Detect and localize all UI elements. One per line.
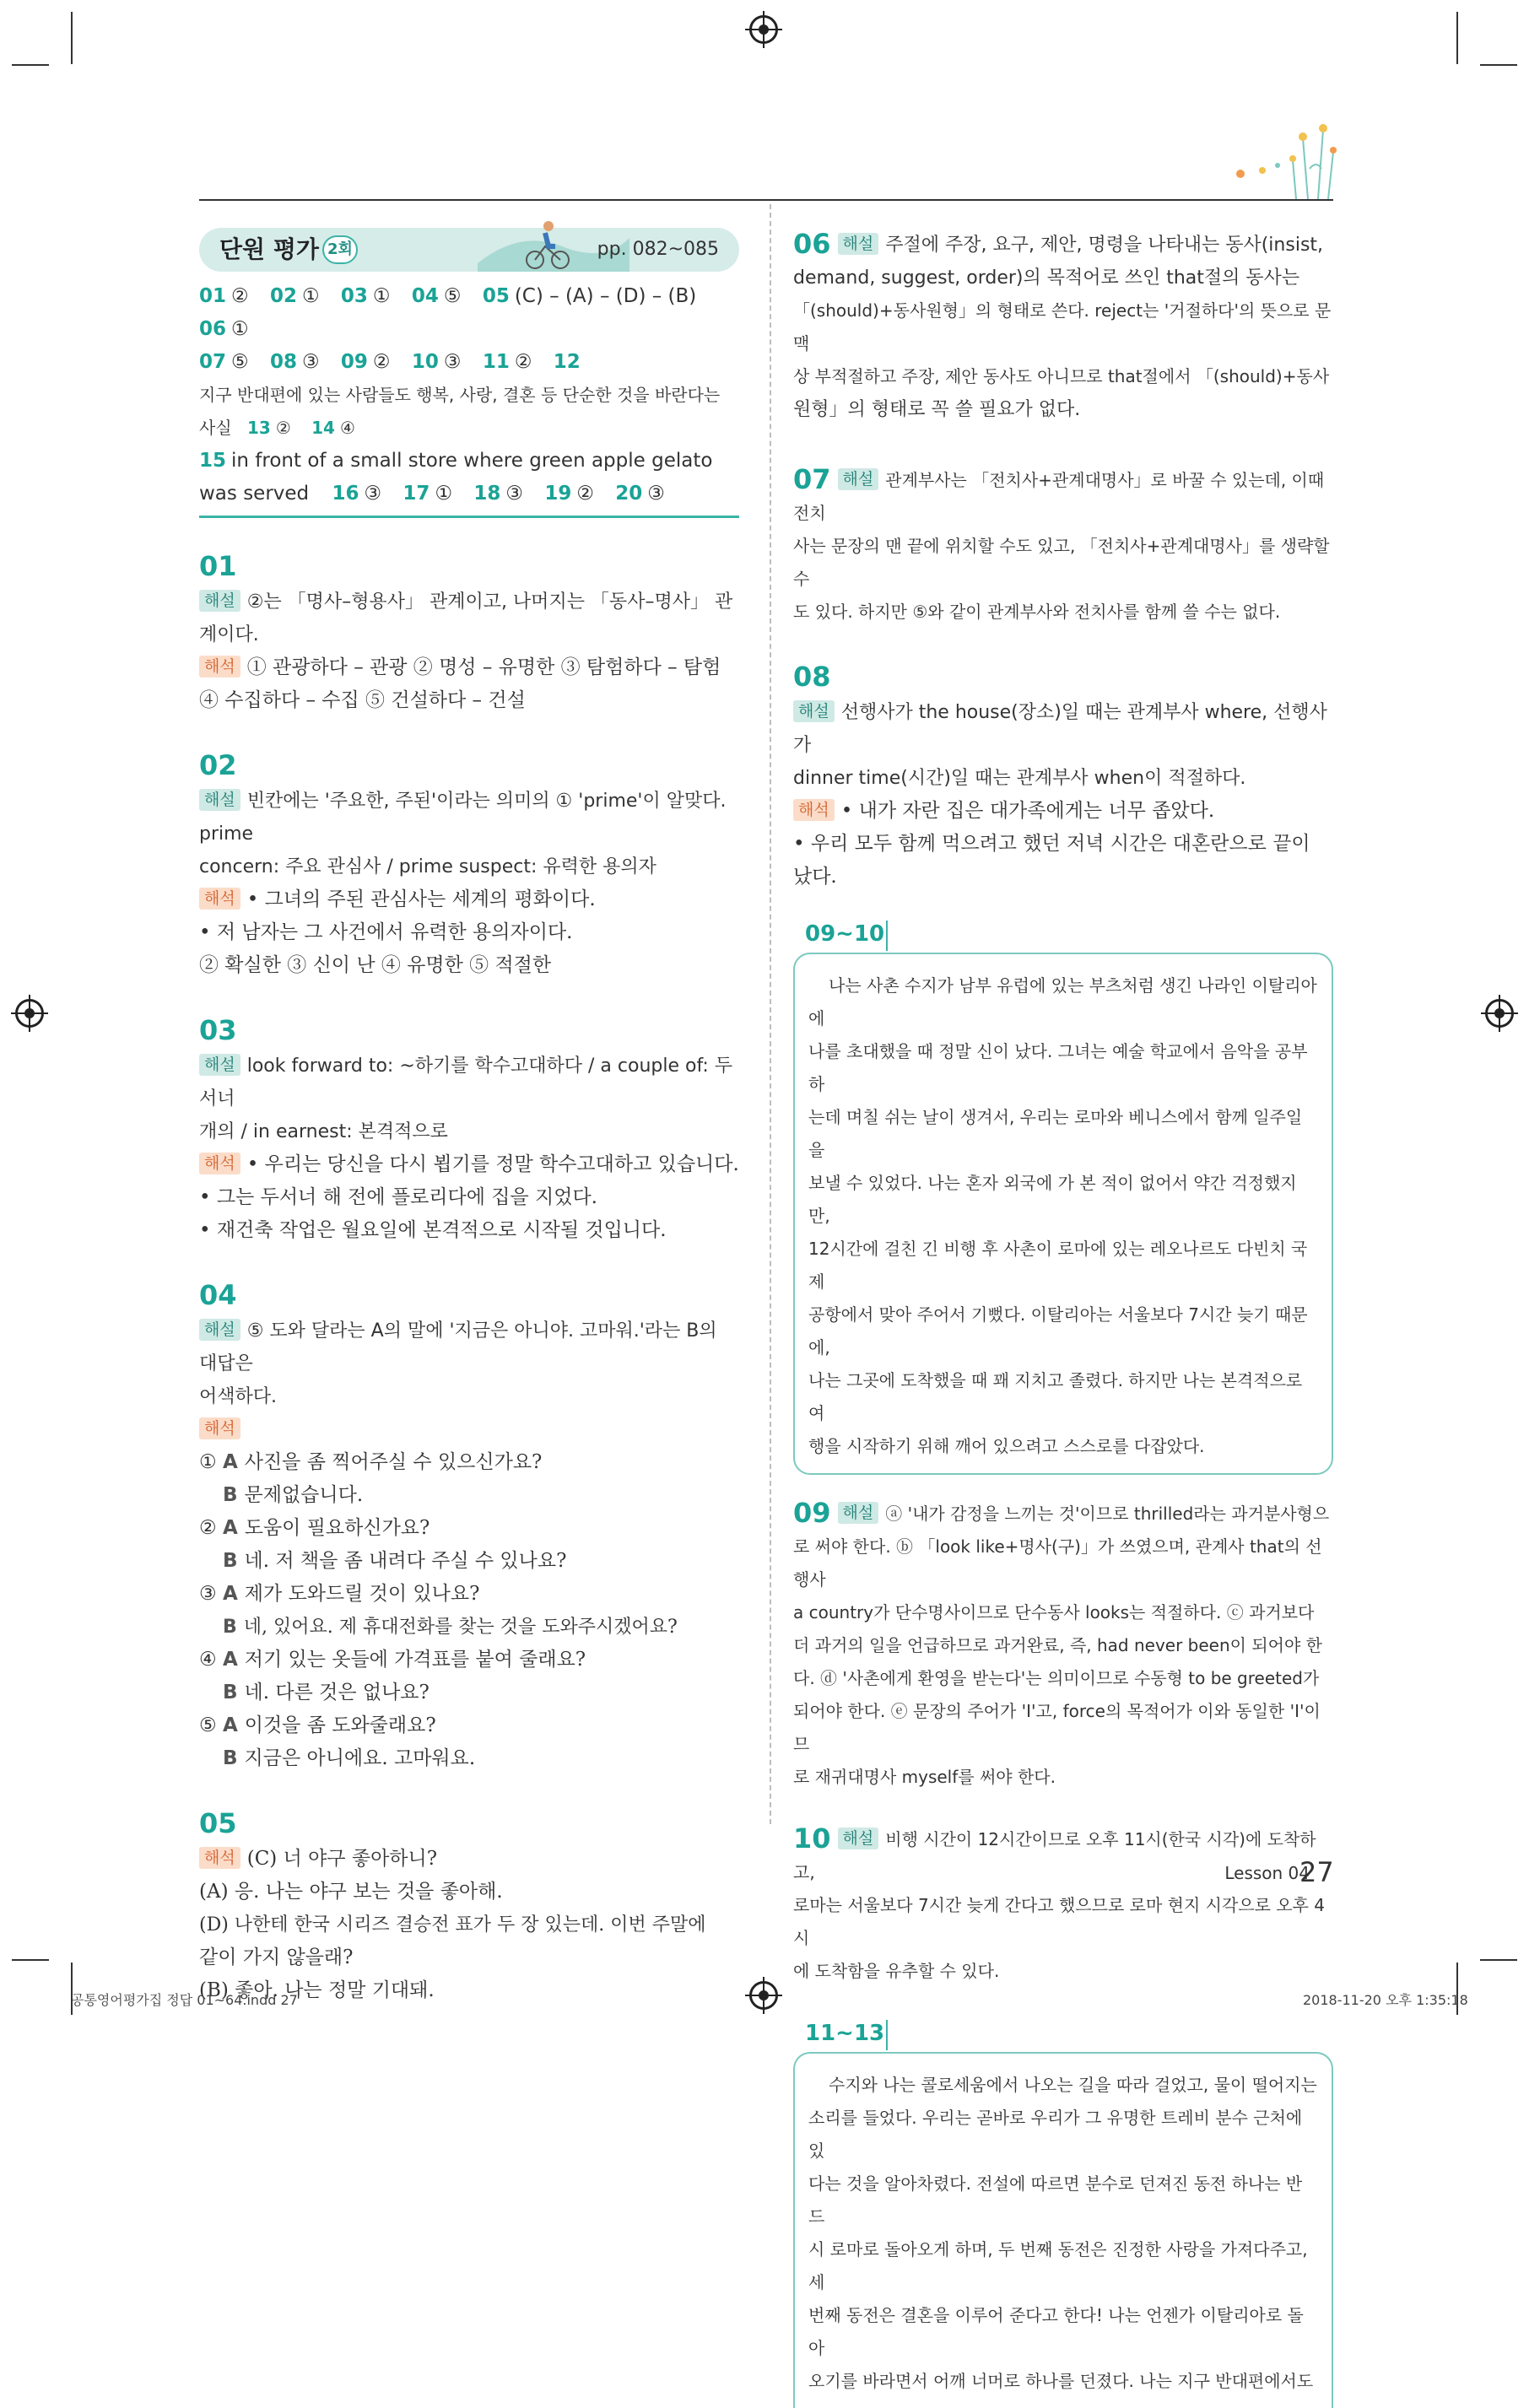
explain-tag: 해설 xyxy=(793,700,835,722)
speaker-label: A xyxy=(222,1583,238,1605)
passage-line: 나는 그곳에 도착했을 때 꽤 지치고 졸렸다. 하지만 나는 본격적으로 여 xyxy=(808,1370,1303,1423)
unit-pages: pp. 082~085 xyxy=(597,239,719,260)
answer-number: 14 xyxy=(311,418,335,438)
translation-text: (C) 너 야구 좋아하니? xyxy=(246,1848,438,1870)
explain-tag: 해설 xyxy=(199,1054,240,1076)
answer-line xyxy=(199,379,739,445)
explanation xyxy=(793,696,1333,762)
passage-line: 공항에서 맞아 주어서 기뻤다. 이탈리아는 서울보다 7시간 늦기 때문에, xyxy=(808,1304,1308,1358)
answer-value: 지구 반대편에 있는 사람들도 행복, 사랑, 결혼 등 단순한 것을 바란다는 사실 xyxy=(199,385,721,438)
explain-tag: 해설 xyxy=(199,590,240,612)
question-06 xyxy=(793,228,1333,426)
answer-value: ② xyxy=(514,351,532,373)
crop-mark xyxy=(1456,12,1458,64)
translation-label-line xyxy=(199,1413,739,1446)
answer-value: ② xyxy=(275,418,291,438)
explanation xyxy=(199,1050,739,1115)
answer-number: 02 xyxy=(269,285,297,307)
answer-number: 01 xyxy=(199,285,227,307)
question-number: 04 xyxy=(199,1279,237,1311)
translate-tag: 해석 xyxy=(199,656,240,678)
question-04 xyxy=(199,1276,739,1775)
passage-header xyxy=(793,2017,1333,2052)
answer-value: ② xyxy=(576,483,594,505)
translate-tag: 해석 xyxy=(793,799,835,821)
dialog-text: 저기 있는 옷들에 가격표를 붙여 줄래요? xyxy=(244,1649,586,1671)
dialog-line xyxy=(199,1644,739,1676)
dialog-line xyxy=(199,1578,739,1611)
answer-value: ③ xyxy=(505,483,524,505)
passage-header xyxy=(793,917,1333,953)
explain-tag: 해설 xyxy=(838,1828,879,1849)
unit-badge: 2회 xyxy=(322,235,358,264)
choice-number: ⑤ xyxy=(199,1714,217,1736)
dialog-line xyxy=(199,1545,739,1578)
answer-number: 06 xyxy=(199,318,227,340)
passage-line: 는데 며칠 쉬는 날이 생겨서, 우리는 로마와 베니스에서 함께 일주일을 xyxy=(808,1107,1303,1160)
answer-line xyxy=(199,445,739,510)
question-number: 06 xyxy=(793,228,831,260)
answer-value: in front of a small store where green apple gelato was served xyxy=(199,450,713,505)
answer-number: 17 xyxy=(403,483,430,505)
answer-value: ③ xyxy=(364,483,382,505)
registration-mark-icon xyxy=(1485,999,1514,1028)
answer-number: 08 xyxy=(269,351,297,373)
dialog-text: 도움이 필요하신가요? xyxy=(244,1517,430,1539)
choice-number: ④ xyxy=(199,1649,217,1671)
dialog-text: 사진을 좀 찍어주실 수 있으신가요? xyxy=(244,1451,543,1473)
explanation-text: 비행 시간이 12시간이므로 오후 11시(한국 시각)에 도착하고, xyxy=(793,1829,1316,1882)
question-number: 03 xyxy=(199,1014,237,1046)
cyclist-icon xyxy=(511,213,579,272)
explanation-line: 에 도착함을 유추할 수 있다. xyxy=(793,1961,1000,1981)
passage-line: 보낼 수 있었다. 나는 혼자 외국에 가 본 적이 없어서 약간 걱정했지만, xyxy=(808,1173,1297,1226)
speaker-label: A xyxy=(222,1714,238,1736)
passage-line: 행을 시작하기 위해 깨어 있으려고 스스로를 다잡았다. xyxy=(808,1436,1205,1456)
answer-value: ① xyxy=(231,318,249,340)
choice-number: ③ xyxy=(199,1583,217,1605)
speaker-label: A xyxy=(222,1649,238,1671)
explain-tag: 해설 xyxy=(838,468,879,490)
speaker-label: B xyxy=(223,1484,238,1506)
answer-number: 04 xyxy=(411,285,439,307)
translation-line: • 재건축 작업은 월요일에 본격적으로 시작될 것입니다. xyxy=(199,1219,667,1241)
answer-value: ① xyxy=(372,285,391,307)
crop-mark xyxy=(1480,64,1517,66)
question-07 xyxy=(793,463,1333,629)
answer-line xyxy=(199,346,739,379)
passage-line: 나는 사촌 수지가 남부 유럽에 있는 부츠처럼 생긴 나라인 이탈리아에 xyxy=(808,975,1317,1029)
translation xyxy=(199,1843,739,1876)
answer-number: 11 xyxy=(482,351,510,373)
passage-divider xyxy=(886,2020,888,2050)
explanation xyxy=(199,586,739,651)
translation-line: ④ 수집하다 – 수집 ⑤ 건설하다 – 건설 xyxy=(199,689,526,711)
passage-line: 오기를 바라면서 어깨 너머로 하나를 던졌다. 나는 지구 반대편에서도 xyxy=(808,2371,1314,2391)
passage-line: 수지와 나는 콜로세움에서 나오는 길을 따라 걸었고, 물이 떨어지는 xyxy=(829,2075,1317,2095)
answer-value: ③ xyxy=(301,351,320,373)
speaker-label: A xyxy=(222,1451,238,1473)
footer-timestamp: 2018-11-20 오후 1:35:18 xyxy=(1303,1992,1468,2008)
explanation-line: dinner time(시간)일 때는 관계부사 when이 적절하다. xyxy=(793,768,1246,789)
speaker-label: B xyxy=(223,1617,237,1638)
explanation-line: demand, suggest, order)의 목적어로 쓰인 that절의 동사는 xyxy=(793,267,1300,289)
speaker-label: B xyxy=(223,1550,238,1572)
explanation-line: 로 써야 한다. ⓑ 「look like+명사(구)」가 쓰였으며, 관계사 that의 선행사 xyxy=(793,1536,1322,1590)
header-rule xyxy=(199,199,1333,201)
dialog-line xyxy=(199,1512,739,1545)
explain-tag: 해설 xyxy=(199,1319,240,1341)
choice-number: ② xyxy=(199,1517,217,1539)
explanation-line: 다. ⓓ '사촌에게 환영을 받는다'는 의미이므로 수동형 to be greeted가 xyxy=(793,1668,1320,1688)
answer-number: 15 xyxy=(199,450,227,472)
passage-line: 시 로마로 돌아오게 하며, 두 번째 동전은 진정한 사랑을 가져다주고, 세 xyxy=(808,2239,1308,2292)
explanation-text: 관계부사는 「전치사+관계대명사」로 바꿀 수 있는데, 이때 전치 xyxy=(793,470,1325,523)
question-01 xyxy=(199,547,739,717)
translate-tag: 해석 xyxy=(199,1153,240,1174)
question-05 xyxy=(199,1804,739,2007)
left-column xyxy=(199,228,739,2007)
translate-tag: 해석 xyxy=(199,1417,240,1439)
translation-text: • 그녀의 주된 관심사는 세계의 평화이다. xyxy=(246,888,596,910)
translation-text: ① 관광하다 – 관광 ② 명성 – 유명한 ③ 탐험하다 – 탐험 xyxy=(246,656,721,678)
explanation-line: 원형」의 형태로 꼭 쓸 필요가 없다. xyxy=(793,399,1081,420)
answer-number: 03 xyxy=(340,285,368,307)
translation-line: (B) 좋아. 나는 정말 기대돼. xyxy=(199,1979,435,2001)
explanation-line: 상 부적절하고 주장, 제안 동사도 아니므로 that절에서 「(should)+동사 xyxy=(793,366,1330,386)
explanation-text: 주절에 주장, 요구, 제안, 명령을 나타내는 동사(insist, xyxy=(885,235,1324,256)
explanation-text: 빈칸에는 '주요한, 주된'이라는 의미의 ① 'prime'이 알맞다. prime xyxy=(199,791,727,845)
explanation xyxy=(199,785,739,850)
answer-value: ① xyxy=(301,285,320,307)
speaker-label: A xyxy=(222,1517,238,1539)
speaker-label: B xyxy=(223,1682,238,1703)
translation-line: • 저 남자는 그 사건에서 유력한 용의자이다. xyxy=(199,921,573,943)
column-divider xyxy=(770,204,771,1824)
footer-filename: 공통영어평가집 정답 01~64.indd 27 xyxy=(71,1992,298,2008)
translation-text: • 우리는 당신을 다시 뵙기를 정말 학수고대하고 있습니다. xyxy=(246,1153,739,1175)
dialog-text: 지금은 아니에요. 고마워요. xyxy=(244,1747,476,1769)
answer-number: 20 xyxy=(615,483,643,505)
answer-number: 05 xyxy=(482,285,510,307)
question-number: 07 xyxy=(793,463,831,495)
explanation-text: ⑤ 도와 달라는 A의 말에 '지금은 아니야. 고마워.'라는 B의 대답은 xyxy=(199,1320,717,1374)
passage-box xyxy=(793,2052,1333,2408)
question-number: 05 xyxy=(199,1807,237,1839)
registration-mark-icon xyxy=(749,15,778,44)
passage-box xyxy=(793,953,1333,1475)
passage-line: 번째 동전은 결혼을 이루어 준다고 한다! 나는 언젠가 이탈리아로 돌아 xyxy=(808,2305,1304,2358)
answer-value: ③ xyxy=(647,483,665,505)
answer-number: 07 xyxy=(199,351,227,373)
explain-tag: 해설 xyxy=(838,1502,879,1524)
question-number: 02 xyxy=(199,749,237,781)
explanation-line: a country가 단수명사이므로 단수동사 looks는 적절하다. ⓒ 과거보다 xyxy=(793,1602,1315,1622)
crop-mark xyxy=(1480,1959,1517,1961)
crop-mark xyxy=(12,1959,49,1961)
answer-line xyxy=(199,280,739,346)
passage-divider xyxy=(886,921,888,951)
dialog-line xyxy=(199,1742,739,1775)
question-number: 01 xyxy=(199,550,237,582)
answer-value: ③ xyxy=(443,351,462,373)
crop-mark xyxy=(12,64,49,66)
explanation xyxy=(793,228,1333,262)
answer-number: 13 xyxy=(247,418,271,438)
answer-number: 19 xyxy=(544,483,572,505)
speaker-label: B xyxy=(223,1747,238,1769)
question-08 xyxy=(793,657,1333,894)
dialog-text: 네, 있어요. 제 휴대전화를 찾는 것을 도와주시겠어요? xyxy=(243,1617,678,1638)
answer-number: 12 xyxy=(553,351,581,373)
right-column xyxy=(793,228,1333,2408)
dialog-line xyxy=(199,1709,739,1742)
answer-value: ① xyxy=(435,483,453,505)
explanation-line: 더 과거의 일을 언급하므로 과거완료, 즉, had never been이 되어야 한 xyxy=(793,1635,1322,1655)
answer-number: 10 xyxy=(411,351,439,373)
explain-tag: 해설 xyxy=(199,789,240,811)
translate-tag: 해석 xyxy=(199,1847,240,1869)
unit-banner xyxy=(199,228,739,272)
answer-value: ⑤ xyxy=(231,351,249,373)
registration-mark-icon xyxy=(15,999,44,1028)
translate-tag: 해석 xyxy=(199,888,240,910)
flower-decoration-icon xyxy=(1215,118,1342,199)
translation xyxy=(199,651,739,684)
dialog-line xyxy=(199,1676,739,1709)
answer-value: ④ xyxy=(339,418,355,438)
answer-number: 16 xyxy=(332,483,359,505)
passage-line: 나를 초대했을 때 정말 신이 났다. 그녀는 예술 학교에서 음악을 공부하 xyxy=(808,1041,1308,1094)
answer-number: 09 xyxy=(340,351,368,373)
answer-value: (C) – (A) – (D) – (B) xyxy=(514,285,697,307)
answer-value: ⑤ xyxy=(443,285,462,307)
passage-label: 09~10 xyxy=(805,921,885,947)
translation-line: ② 확실한 ③ 신이 난 ④ 유명한 ⑤ 적절한 xyxy=(199,954,552,976)
translation xyxy=(793,795,1333,828)
translation-line: • 우리 모두 함께 먹으려고 했던 저녁 시간은 대혼란으로 끝이 xyxy=(793,833,1310,855)
page-number: 27 xyxy=(1299,1856,1334,1888)
answer-value: ② xyxy=(231,285,249,307)
explanation-text: look forward to: ~하기를 학수고대하다 / a couple of: 두서너 xyxy=(199,1056,733,1110)
question-03 xyxy=(199,1011,739,1247)
translation-line: 같이 가지 않을래? xyxy=(199,1946,354,1968)
translation-text: • 내가 자란 집은 대가족에게는 너무 좁았다. xyxy=(840,800,1215,822)
dialog-line xyxy=(199,1479,739,1512)
explain-tag: 해설 xyxy=(838,233,879,255)
answer-key xyxy=(199,280,739,518)
question-09 xyxy=(793,1497,1333,1794)
explanation-line: 도 있다. 하지만 ⑤와 같이 관계부사와 전치사를 함께 쓸 수는 없다. xyxy=(793,602,1281,622)
translation-line: (A) 응. 나는 야구 보는 것을 좋아해. xyxy=(199,1881,503,1903)
question-02 xyxy=(199,746,739,982)
dialog-text: 네. 다른 것은 없나요? xyxy=(244,1682,430,1703)
dialog-text: 제가 도와드릴 것이 있나요? xyxy=(244,1583,480,1605)
translation xyxy=(199,1148,739,1181)
explanation-line: 어색하다. xyxy=(199,1386,278,1407)
passage-line: 소리를 들었다. 우리는 곧바로 우리가 그 유명한 트레비 분수 근처에 있 xyxy=(808,2108,1303,2161)
explanation-line: 되어야 한다. ⓔ 문장의 주어가 'I'고, force의 목적어가 이와 동일한 'I'이므 xyxy=(793,1701,1321,1754)
passage-line: 다는 것을 알아차렸다. 전설에 따르면 분수로 던져진 동전 하나는 반드 xyxy=(808,2173,1303,2227)
dialog-text: 문제없습니다. xyxy=(244,1484,364,1506)
passage-line: 12시간에 걸친 긴 비행 후 사촌이 로마에 있는 레오나르도 다빈치 국제 xyxy=(808,1239,1308,1292)
explanation-text: ⓐ '내가 감정을 느끼는 것'이므로 thrilled라는 과거분사형으 xyxy=(885,1504,1330,1524)
explanation-line: concern: 주요 관심사 / prime suspect: 유력한 용의자 xyxy=(199,856,656,877)
translation-line: (D) 나한테 한국 시리즈 결승전 표가 두 장 있는데. 이번 주말에 xyxy=(199,1914,706,1936)
choice-number: ① xyxy=(199,1451,217,1473)
answer-value: ② xyxy=(372,351,391,373)
question-number: 08 xyxy=(793,661,831,693)
dialog-line xyxy=(199,1446,739,1479)
explanation-text: 선행사가 the house(장소)일 때는 관계부사 where, 선행사가 xyxy=(793,702,1327,756)
dialog-line xyxy=(199,1611,739,1644)
explanation-line: 「(should)+동사원형」의 형태로 쓴다. reject는 '거절하다'의 뜻으로 문맥 xyxy=(793,300,1332,354)
question-10 xyxy=(793,1822,1333,1988)
translation xyxy=(199,883,739,916)
explanation-line: 로 재귀대명사 myself를 써야 한다. xyxy=(793,1767,1056,1787)
explanation-line: 개의 / in earnest: 본격적으로 xyxy=(199,1121,448,1142)
translation-line: 났다. xyxy=(793,866,837,888)
explanation xyxy=(793,463,1333,530)
question-number: 09 xyxy=(793,1497,831,1529)
passage-label: 11~13 xyxy=(805,2021,885,2046)
footer-lesson: Lesson 04 xyxy=(1224,1863,1310,1883)
question-number: 10 xyxy=(793,1822,831,1855)
explanation-text: ②는 「명사–형용사」 관계이고, 나머지는 「동사–명사」 관계이다. xyxy=(199,591,733,645)
translation-line: • 그는 두서너 해 전에 플로리다에 집을 지었다. xyxy=(199,1186,597,1208)
dialog-text: 이것을 좀 도와줄래요? xyxy=(244,1714,436,1736)
explanation xyxy=(199,1315,739,1380)
explanation-line: 로마는 서울보다 7시간 늦게 간다고 했으므로 로마 현지 시각으로 오후 4시 xyxy=(793,1895,1325,1948)
answer-number: 18 xyxy=(473,483,501,505)
registration-mark-icon xyxy=(749,1981,778,2010)
explanation-line: 사는 문장의 맨 끝에 위치할 수도 있고, 「전치사+관계대명사」를 생략할 수 xyxy=(793,536,1330,589)
dialog-text: 네. 저 책을 좀 내려다 주실 수 있나요? xyxy=(244,1550,567,1572)
unit-title: 단원 평가 xyxy=(219,235,319,263)
crop-mark xyxy=(71,12,73,64)
explanation xyxy=(793,1497,1333,1531)
